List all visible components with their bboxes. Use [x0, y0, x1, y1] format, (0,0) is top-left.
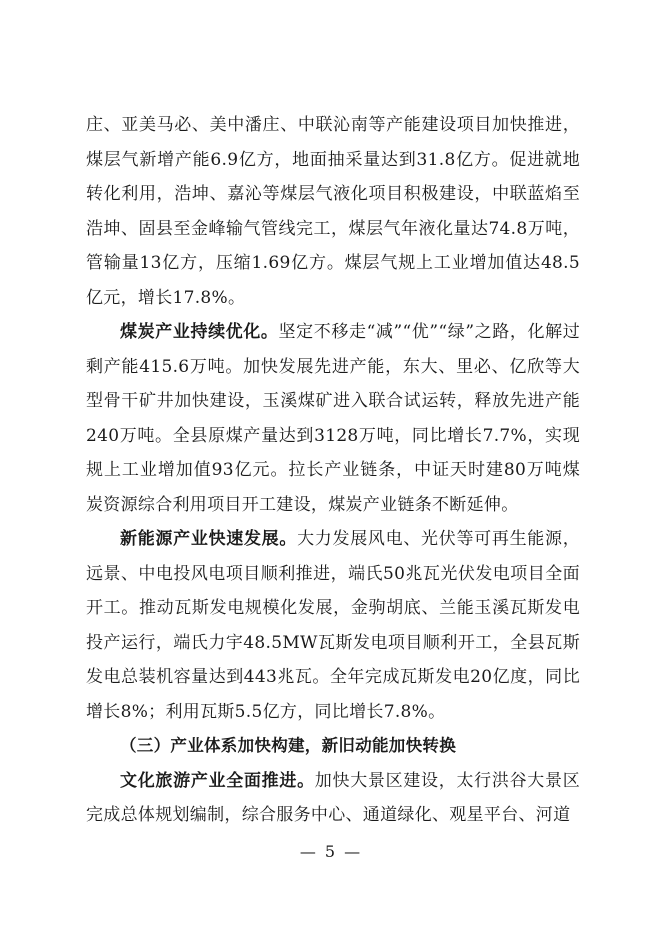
- page-number: — 5 —: [299, 842, 363, 861]
- body-text: [86, 108, 580, 833]
- paragraph-culture-tourism: [86, 764, 580, 833]
- section-heading: （三）产业体系加快构建，新旧动能加快转换: [120, 736, 456, 755]
- paragraph-text: 坚定不移走“减”“优”“绿”之路，化解过剩产能415.6万吨。加快发展先进产能，东大、里必、亿欣等大型骨干矿井加快建设，玉溪煤矿进入联合试运转，释放先进产能240万吨。全县原煤产量达到3128万吨，同比增长7.7%，实现规上工业增加值93亿元。拉长产业链条，中证天时建80万吨煤炭资源综合利用项目开工建设，煤炭产业链条不断延伸。: [86, 322, 580, 515]
- paragraph-text: 大力发展风电、光伏等可再生能源，远景、中电投风电项目顺利推进，端氏50兆瓦光伏发电项目全面开工。推动瓦斯发电规模化发展，金驹胡底、兰能玉溪瓦斯发电投产运行，端氏力宇48.5MW瓦斯发电项目顺利开工，全县瓦斯发电总装机容量达到443兆瓦。全年完成瓦斯发电20亿度，同比增长8%；利用瓦斯5.5亿方，同比增长7.8%。: [86, 529, 580, 722]
- paragraph-lead: 新能源产业快速发展。: [120, 529, 298, 549]
- paragraph-coalbed-methane: [86, 108, 580, 315]
- paragraph-text: 庄、亚美马必、美中潘庄、中联沁南等产能建设项目加快推进，煤层气新增产能6.9亿方，地面抽采量达到31.8亿方。促进就地转化利用，浩坤、嘉沁等煤层气液化项目积极建设，中联蓝焰至浩坤、固县至金峰输气管线完工，煤层气年液化量达74.8万吨，管输量13亿方，压缩1.69亿方。煤层气规上工业增加值达48.5亿元，增长17.8%。: [86, 115, 580, 308]
- paragraph-new-energy: [86, 522, 580, 729]
- paragraph-lead: 文化旅游产业全面推进。: [120, 770, 315, 791]
- paragraph-text: 加快大景区建设，太行洪谷大景区完成总体规划编制，综合服务中心、通道绿化、观星平台、河道: [86, 770, 581, 825]
- paragraph-coal-industry: [86, 315, 580, 522]
- paragraph-lead: 煤炭产业持续优化。: [120, 322, 279, 342]
